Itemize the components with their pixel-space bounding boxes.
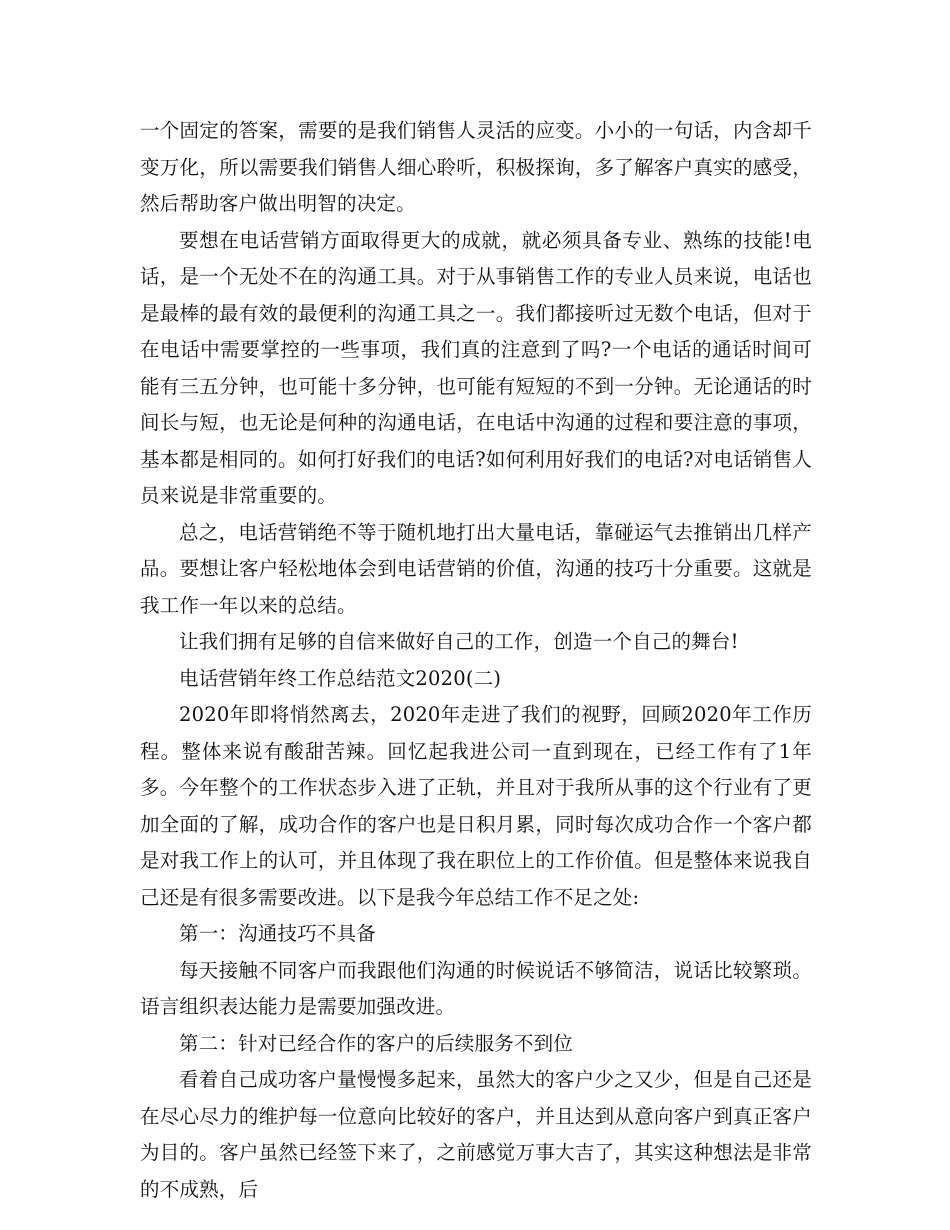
paragraph-2: 要想在电话营销方面取得更大的成就，就必须具备专业、熟练的技能!电话，是一个无处不在的沟通工具。对于从事销售工作的专业人员来说，电话也是最棒的最有效的最便利的沟通工具之一。我们都接听过无数个电话，但对于在电话中需要掌控的一些事项，我们真的注意到了吗?一个电话的通话时间可能有三五分钟，也可能十多分钟，也可能有短短的不到一分钟。无论通话的时间长与短，也无论是何种的沟通电话，在电话中沟通的过程和要注意的事项，基本都是相同的。如何打好我们的电话?如何利用好我们的电话?对电话销售人员来说是非常重要的。	[140, 228, 812, 507]
paragraph-3: 总之，电话营销绝不等于随机地打出大量电话，靠碰运气去推销出几样产品。要想让客户轻松地体会到电话营销的价值，沟通的技巧十分重要。这就是我工作一年以来的总结。	[140, 520, 812, 617]
paragraph-6: 每天接触不同客户而我跟他们沟通的时候说话不够简洁，说话比较繁琐。语言组织表达能力是需要加强改进。	[140, 958, 812, 1018]
point-two-heading: 第二：针对已经合作的客户的后续服务不到位	[179, 1031, 574, 1055]
paragraph-4: 让我们拥有足够的自信来做好自己的工作，创造一个自己的舞台!	[179, 630, 739, 653]
paragraph-5: 2020年即将悄然离去，2020年走进了我们的视野，回顾2020年工作历程。整体来说有酸甜苦辣。回忆起我进公司一直到现在，已经工作有了1年多。今年整个的工作状态步入进了正轨，并且对于我所从事的这个行业有了更加全面的了解，成功合作的客户也是日积月累，同时每次成功合作一个客户都是对我工作上的认可，并且体现了我在职位上的工作价值。但是整体来说我自己还是有很多需要改进。以下是我今年总结工作不足之处:	[140, 703, 812, 909]
document-body	[140, 113, 812, 1208]
section-heading: 电话营销年终工作总结范文2020(二)	[179, 666, 502, 690]
paragraph-1: 一个固定的答案，需要的是我们销售人灵活的应变。小小的一句话，内含却千变万化，所以需要我们销售人细心聆听，积极探询，多了解客户真实的感受，然后帮助客户做出明智的决定。	[140, 119, 812, 215]
paragraph-7: 看着自己成功客户量慢慢多起来，虽然大的客户少之又少，但是自己还是在尽心尽力的维护每一位意向比较好的客户，并且达到从意向客户到真正客户为目的。客户虽然已经签下来了，之前感觉万事大吉了，其实这种想法是非常的不成熟，后	[140, 1068, 812, 1201]
point-one-heading: 第一：沟通技巧不具备	[179, 922, 377, 945]
